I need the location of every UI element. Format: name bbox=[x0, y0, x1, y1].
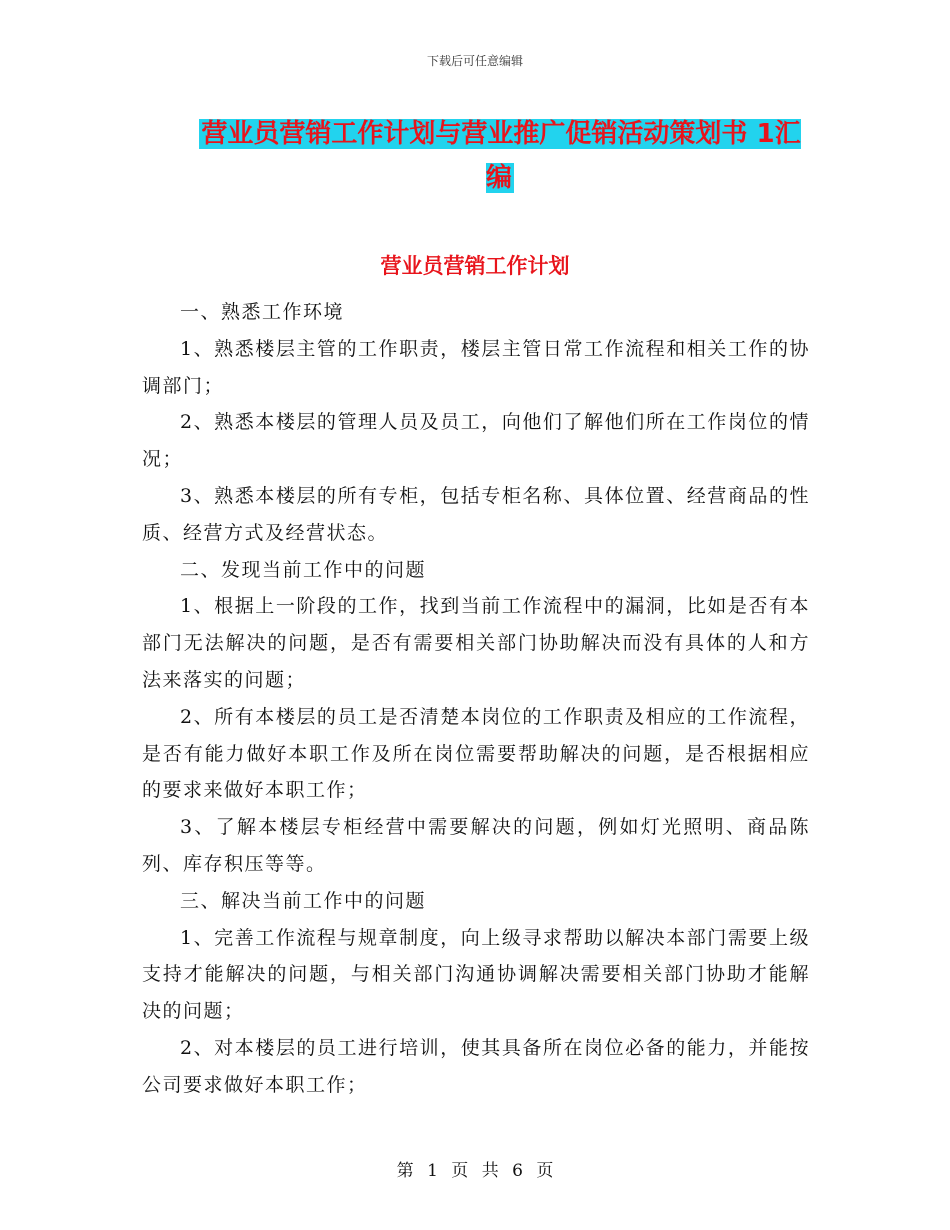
document-body bbox=[142, 294, 810, 1104]
paragraph: 2、所有本楼层的员工是否清楚本岗位的工作职责及相应的工作流程，是否有能力做好本职工作及所在岗位需要帮助解决的问题，是否根据相应的要求来做好本职工作； bbox=[142, 705, 810, 802]
paragraph: 1、熟悉楼层主管的工作职责，楼层主管日常工作流程和相关工作的协调部门； bbox=[142, 337, 810, 397]
paragraph: 3、了解本楼层专柜经营中需要解决的问题，例如灯光照明、商品陈列、库存积压等等。 bbox=[142, 816, 810, 875]
paragraph: 1、完善工作流程与规章制度，向上级寻求帮助以解决本部门需要上级支持才能解决的问题，与相关部门沟通协调解决需要相关部门协助才能解决的问题； bbox=[142, 926, 810, 1023]
paragraph: 2、对本楼层的员工进行培训，使其具备所在岗位必备的能力，并能按公司要求做好本职工作； bbox=[142, 1036, 810, 1096]
heading-2: 二、发现当前工作中的问题 bbox=[180, 558, 427, 581]
page-number: 第 1 页 共 6 页 bbox=[396, 1161, 554, 1181]
document-title bbox=[190, 112, 810, 200]
header-note: 下载后可任意编辑 bbox=[426, 54, 523, 68]
heading-1: 一、熟悉工作环境 bbox=[180, 301, 345, 323]
paragraph: 3、熟悉本楼层的所有专柜，包括专柜名称、具体位置、经营商品的性质、经营方式及经营状态。 bbox=[142, 484, 810, 544]
section-title: 营业员营销工作计划 bbox=[380, 254, 570, 278]
document-title-text: 营业员营销工作计划与营业推广促销活动策划书 1汇编 bbox=[201, 119, 801, 193]
paragraph: 1、根据上一阶段的工作，找到当前工作流程中的漏洞，比如是否有本部门无法解决的问题，是否有需要相关部门协助解决而没有具体的人和方法来落实的问题； bbox=[142, 595, 810, 691]
paragraph: 2、熟悉本楼层的管理人员及员工，向他们了解他们所在工作岗位的情况； bbox=[142, 411, 810, 471]
heading-3: 三、解决当前工作中的问题 bbox=[180, 889, 427, 912]
